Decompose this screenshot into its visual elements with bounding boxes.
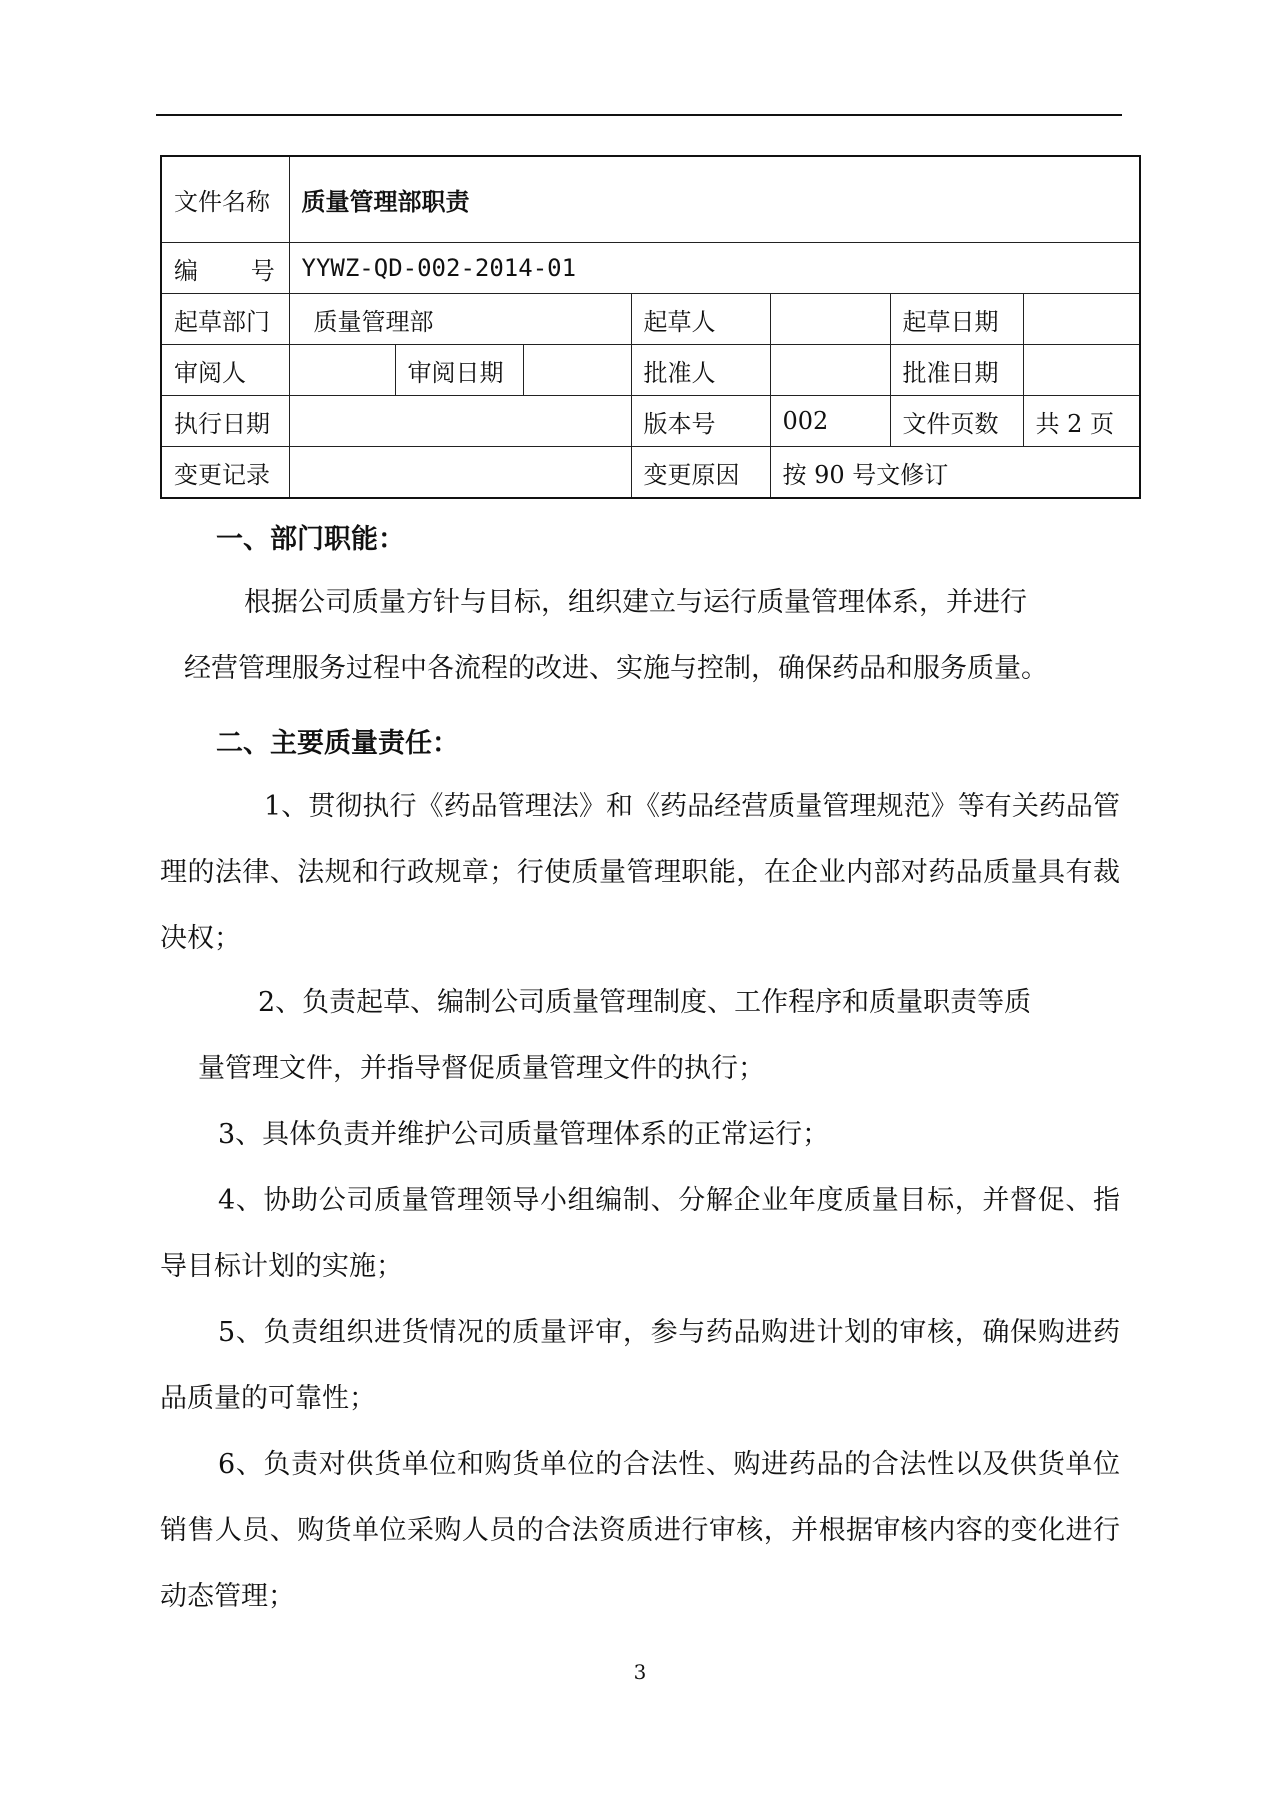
number-label	[161, 243, 289, 294]
duty-2-line-2: 量管理文件，并指导督促质量管理文件的执行；	[198, 1053, 765, 1084]
page-count-label: 文件页数	[890, 396, 1023, 447]
approve-date-value	[1023, 345, 1140, 396]
change-reason-label: 变更原因	[631, 447, 770, 499]
duty-1: 1、贯彻执行《药品管理法》和《药品经营质量管理规范》等有关药品管理的法律、法规和行政规章；行使质量管理职能，在企业内部对药品质量具有裁决权；	[160, 791, 1120, 954]
change-reason-value: 按 90 号文修订	[770, 447, 1140, 499]
functions-line-2: 经营管理服务过程中各流程的改进、实施与控制，确保药品和服务质量。	[184, 653, 1048, 684]
functions-line-1: 根据公司质量方针与目标，组织建立与运行质量管理体系，并进行	[244, 587, 1027, 618]
change-record-label: 变更记录	[161, 447, 289, 499]
version-value: 002	[770, 396, 890, 447]
duty-6: 6、负责对供货单位和购货单位的合法性、购进药品的合法性以及供货单位销售人员、购货单位采购人员的合法资质进行审核，并根据审核内容的变化进行动态管理；	[160, 1449, 1120, 1612]
approve-date-label: 批准日期	[890, 345, 1023, 396]
reviewer-label: 审阅人	[161, 345, 289, 396]
approver-label: 批准人	[631, 345, 770, 396]
table-row	[161, 294, 1140, 345]
functions-paragraph	[160, 570, 1120, 702]
table-row	[161, 243, 1140, 294]
change-record-value	[289, 447, 631, 499]
version-label: 版本号	[631, 396, 770, 447]
review-date-value	[523, 345, 631, 396]
duty-5: 5、负责组织进货情况的质量评审，参与药品购进计划的审核，确保购进药品质量的可靠性；	[160, 1317, 1120, 1414]
duty-4: 4、协助公司质量管理领导小组编制、分解企业年度质量目标，并督促、指导目标计划的实施；	[160, 1185, 1120, 1282]
number-label-right: 号	[250, 256, 275, 285]
table-row	[161, 345, 1140, 396]
exec-date-label: 执行日期	[161, 396, 289, 447]
review-date-label: 审阅日期	[395, 345, 523, 396]
drafter-label: 起草人	[631, 294, 770, 345]
header-rule	[156, 114, 1122, 116]
table-row	[161, 156, 1140, 243]
approver-value	[770, 345, 890, 396]
section-heading-functions: 一、部门职能：	[216, 524, 405, 555]
page-count-value: 共 2 页	[1023, 396, 1140, 447]
table-row	[161, 447, 1140, 499]
document-meta-table	[160, 155, 1141, 499]
reviewer-value	[289, 345, 395, 396]
number-value: YYWZ-QD-002-2014-01	[289, 243, 1140, 294]
section-heading-responsibilities: 二、主要质量责任：	[216, 728, 459, 759]
table-row	[161, 396, 1140, 447]
duty-2	[160, 970, 1120, 1102]
duty-2-line-1: 2、负责起草、编制公司质量管理制度、工作程序和质量职责等质	[258, 987, 1032, 1018]
exec-date-value	[289, 396, 631, 447]
file-name-value: 质量管理部职责	[289, 156, 1140, 243]
drafter-value	[770, 294, 890, 345]
page-number: 3	[633, 1660, 647, 1684]
duty-3: 3、具体负责并维护公司质量管理体系的正常运行；	[218, 1119, 830, 1150]
draft-dept-value: 质量管理部	[289, 294, 631, 345]
draft-date-label: 起草日期	[890, 294, 1023, 345]
file-name-label: 文件名称	[161, 156, 289, 243]
draft-date-value	[1023, 294, 1140, 345]
draft-dept-label: 起草部门	[161, 294, 289, 345]
number-label-left: 编	[174, 256, 198, 285]
